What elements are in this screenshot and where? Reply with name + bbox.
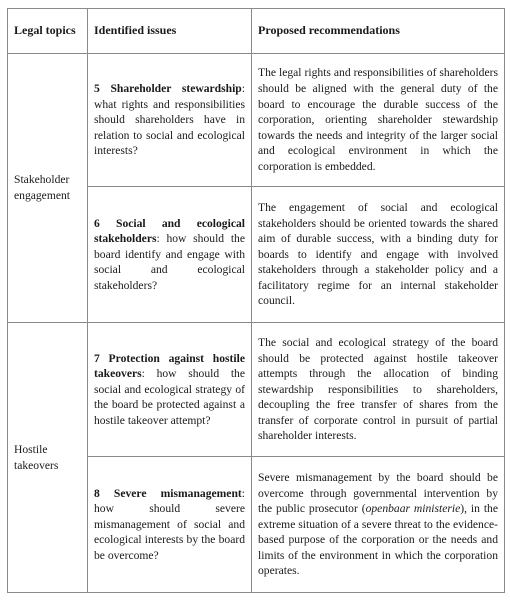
issue-text: : how should severe mismanagement of social and ecological interests by the board be overcome? [94, 486, 245, 562]
recommendation-cell: The engagement of social and ecological stakeholders should be oriented towards the shared aim of durable success, with a binding duty for boards to identify and engage with involved stakeholders through a stakeholder policy and a facilitatory regime for an internal stakeholder council. [252, 187, 505, 323]
recommendations-table [7, 8, 505, 593]
issue-title: 7 Protection against hostile takeovers [94, 351, 245, 381]
recommendation-text-end: ), in the extreme situation of a severe threat to the evidence-based purpose of the corporation or the needs and limits of the environment in which the corporation operates. [258, 502, 498, 578]
issue-text: : how should the board identify and engage with social and ecological stakeholders? [94, 232, 245, 292]
issue-text: : what rights and responsibilities should shareholders have in relation to social and ecological interests? [94, 82, 245, 158]
topic-cell-stakeholder-engagement: Stakeholder engagement [8, 54, 88, 323]
header-legal-topics: Legal topics [8, 9, 88, 54]
issue-title: 6 Social and ecological stakeholders [94, 216, 245, 246]
header-row [8, 9, 505, 54]
table-body [8, 54, 505, 593]
issue-cell [88, 187, 252, 323]
table-header [8, 9, 505, 54]
header-identified-issues: Identified issues [88, 9, 252, 54]
recommendation-cell: The legal rights and responsibilities of shareholders should be aligned with the general duty of the board to encourage the durable success of the corporation, orienting shareholder stewardship towards the needs and integrity of the larger social and ecological environment in which the corporation is embedded. [252, 54, 505, 187]
issue-title: 5 Shareholder stewardship [94, 82, 242, 96]
recommendation-italic-term: openbaar ministerie [365, 502, 461, 516]
issue-cell [88, 323, 252, 457]
issue-cell [88, 457, 252, 593]
recommendation-cell: The social and ecological strategy of the board should be protected against hostile takeover attempts through the allocation of binding stewardship responsibilities to shareholders, decoupling the free transfer of shares from the transfer of corporate control in pursuit of partial shareholder interests. [252, 323, 505, 457]
table-row [8, 323, 505, 457]
issue-title: 8 Severe mismanagement [94, 486, 242, 500]
recommendation-cell [252, 457, 505, 593]
topic-cell-hostile-takeovers: Hostile takeovers [8, 323, 88, 593]
header-proposed-recommendations: Proposed recommendations [252, 9, 505, 54]
recommendation-text-start: Severe mismanagement by the board should be overcome through governmental intervention by the public prosecutor ( [258, 470, 498, 516]
issue-text: : how should the social and ecological strategy of the board be protected against a hostile takeover attempt? [94, 367, 245, 427]
table-row [8, 54, 505, 187]
issue-cell [88, 54, 252, 187]
